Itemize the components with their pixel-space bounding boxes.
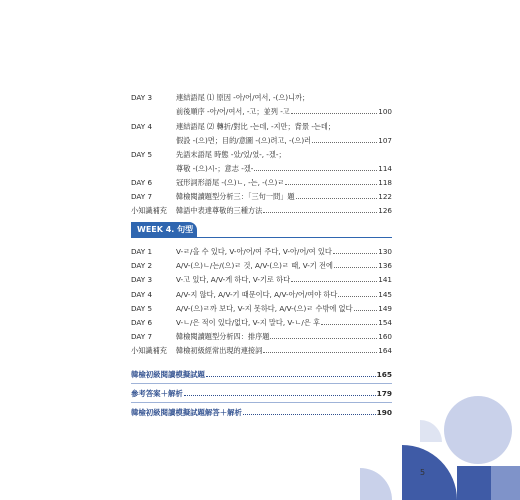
- toc-page-number[interactable]: 130: [378, 247, 392, 256]
- toc-day: DAY 2: [131, 261, 153, 270]
- toc-page-number[interactable]: 149: [378, 304, 392, 313]
- toc-text: 尊敬 -(으)시-；意志 -겠-: [176, 164, 254, 173]
- deco-square: [457, 466, 491, 500]
- toc-day: 小知識補充: [131, 206, 167, 215]
- page-number: 5: [420, 468, 426, 477]
- toc-day: DAY 3: [131, 275, 153, 284]
- toc-day: DAY 5: [131, 150, 153, 159]
- toc-day: DAY 7: [131, 332, 153, 341]
- toc-page-number[interactable]: 107: [378, 136, 392, 145]
- toc-text: V-ㄹ/을 수 있다, V-아/어/여 주다, V-아/어/여 있다: [176, 247, 332, 256]
- appendix-label: 參考答案＋解析: [131, 389, 183, 398]
- toc-text: 前後順序 -아/어/여서, -고；並列 -고: [176, 107, 290, 116]
- toc-page-number[interactable]: 114: [378, 164, 392, 173]
- toc-page-number[interactable]: 136: [378, 261, 392, 270]
- toc-day: DAY 3: [131, 93, 153, 102]
- toc-text: V-고 있다, A/V-게 하다, V-기로 하다: [176, 275, 291, 284]
- toc-text: 連結語尾 ⑵ 轉折/對比 -는데, -지만；背景 -는데；: [176, 122, 336, 131]
- appendix-page-number: 190: [376, 408, 392, 417]
- toc-page-number[interactable]: 141: [378, 275, 392, 284]
- toc-text: V-ㄴ/은 적이 있다/없다, V-지 말다, V-ㄴ/은 후: [176, 318, 321, 327]
- toc-day: DAY 6: [131, 178, 153, 187]
- toc-text: 韓檢閱讀題型分析三：「三句一問」題: [176, 192, 295, 201]
- deco-block: [491, 466, 520, 500]
- toc-text: 韓檢初級經常出現的連接詞: [176, 346, 263, 355]
- toc-page-number[interactable]: 164: [378, 346, 392, 355]
- appendix-page-number: 165: [376, 370, 392, 379]
- toc-page-number[interactable]: 154: [378, 318, 392, 327]
- toc-text: 連結語尾 ⑴ 原因 -아/어/여서, -(으)니까；: [176, 93, 310, 102]
- deco-quarter-dark: [402, 445, 457, 500]
- toc-text: 韓語中表達尊敬的三種方法: [176, 206, 263, 215]
- deco-small-quarter: [420, 420, 442, 442]
- toc-day: DAY 4: [131, 122, 153, 131]
- toc-text: A/V-(으)ㄴ/는/(으)ㄹ 것, A/V-(으)ㄹ 때, V-기 전에: [176, 261, 333, 270]
- toc-day: DAY 5: [131, 304, 153, 313]
- toc-page-number[interactable]: 100: [378, 107, 392, 116]
- toc-text: 先語末語尾 時態 -았/었/였-, -겠-；: [176, 150, 286, 159]
- toc-day: DAY 7: [131, 192, 153, 201]
- week-4-title[interactable]: WEEK 4. 句型: [131, 222, 197, 238]
- deco-quarter-light: [360, 468, 392, 500]
- toc-page-number[interactable]: 145: [378, 290, 392, 299]
- toc-day: DAY 1: [131, 247, 153, 256]
- toc-text: A/V-지 않다, A/V-기 때문이다, A/V-아/어/여야 하다: [176, 290, 338, 299]
- appendix-page-number: 179: [376, 389, 392, 398]
- appendix-label: 韓檢初級閱讀模擬試題: [131, 370, 205, 379]
- toc-text: A/V-(으)ㄹ까 보다, V-지 못하다, A/V-(으)ㄹ 수밖에 없다: [176, 304, 353, 313]
- toc-page-number[interactable]: 126: [378, 206, 392, 215]
- toc-text: 韓檢閱讀題型分析四：排序題: [176, 332, 270, 341]
- toc-page-number[interactable]: 122: [378, 192, 392, 201]
- toc-text: 冠形詞形語尾 -(으)ㄴ, -는, -(으)ㄹ: [176, 178, 285, 187]
- toc-day: DAY 4: [131, 290, 153, 299]
- toc-page-number[interactable]: 160: [378, 332, 392, 341]
- toc-day: 小知識補充: [131, 346, 167, 355]
- toc-page-number[interactable]: 118: [378, 178, 392, 187]
- appendix-label: 韓檢初級閱讀模擬試題解答＋解析: [131, 408, 242, 417]
- toc-day: DAY 6: [131, 318, 153, 327]
- deco-circle: [444, 396, 512, 464]
- toc-text: 假設 -(으)면；目的/意圖 -(으)려고, -(으)러: [176, 136, 312, 145]
